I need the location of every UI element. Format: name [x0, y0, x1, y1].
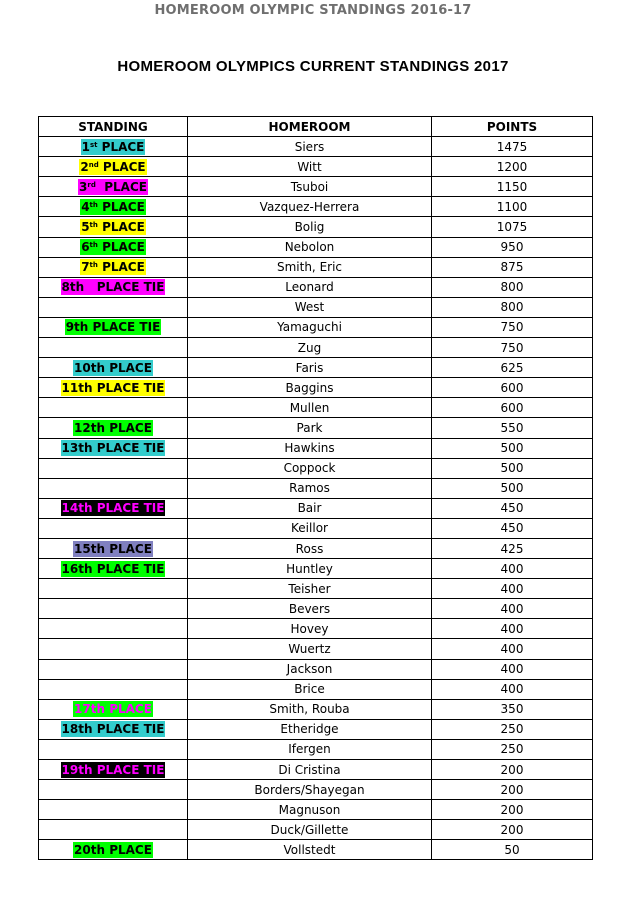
ordinal-suffix: nd [88, 160, 99, 169]
homeroom-cell: Duck/Gillette [188, 820, 432, 840]
standing-badge [78, 179, 148, 195]
homeroom-cell: Keillor [188, 518, 432, 538]
points-cell: 200 [432, 780, 593, 800]
points-cell: 250 [432, 739, 593, 759]
table-row [39, 277, 593, 297]
standing-badge [73, 420, 153, 436]
standing-cell [39, 719, 188, 739]
standing-cell [39, 659, 188, 679]
standing-cell [39, 820, 188, 840]
table-row [39, 217, 593, 237]
points-cell: 950 [432, 237, 593, 257]
homeroom-cell: Wuertz [188, 639, 432, 659]
homeroom-cell: Teisher [188, 579, 432, 599]
standing-cell [39, 358, 188, 378]
points-cell: 450 [432, 498, 593, 518]
homeroom-cell: Zug [188, 338, 432, 358]
standing-number: 19th PLACE TIE [61, 762, 165, 777]
homeroom-cell: Jackson [188, 659, 432, 679]
place-label: PLACE [97, 199, 145, 214]
table-row [39, 478, 593, 498]
homeroom-cell: Baggins [188, 378, 432, 398]
homeroom-cell: Ramos [188, 478, 432, 498]
points-cell: 425 [432, 538, 593, 558]
points-cell: 600 [432, 398, 593, 418]
standing-badge [80, 239, 146, 255]
table-row [39, 358, 593, 378]
table-row [39, 780, 593, 800]
column-header-standing: STANDING [39, 117, 188, 137]
page-title: HOMEROOM OLYMPICS CURRENT STANDINGS 2017 [117, 58, 509, 75]
homeroom-cell: Nebolon [188, 237, 432, 257]
homeroom-cell: Coppock [188, 458, 432, 478]
table-row [39, 317, 593, 337]
homeroom-cell: Etheridge [188, 719, 432, 739]
standing-cell [39, 418, 188, 438]
standing-cell [39, 338, 188, 358]
table-row [39, 338, 593, 358]
standing-cell [39, 518, 188, 538]
points-cell: 600 [432, 378, 593, 398]
table-row [39, 599, 593, 619]
table-row [39, 639, 593, 659]
ordinal-suffix: th [89, 261, 98, 270]
standing-badge [73, 701, 153, 717]
table-row [39, 719, 593, 739]
homeroom-cell: Magnuson [188, 800, 432, 820]
standing-cell [39, 257, 188, 277]
table-row [39, 739, 593, 759]
points-cell: 1200 [432, 157, 593, 177]
standing-cell [39, 378, 188, 398]
standing-badge [65, 319, 162, 335]
homeroom-cell: Bolig [188, 217, 432, 237]
standing-badge [80, 199, 146, 215]
homeroom-cell: Park [188, 418, 432, 438]
standing-cell [39, 679, 188, 699]
standing-number: 17th PLACE [74, 702, 152, 717]
table-row [39, 679, 593, 699]
homeroom-cell: Leonard [188, 277, 432, 297]
ordinal-suffix: st [89, 140, 98, 149]
standing-cell [39, 538, 188, 558]
points-cell: 350 [432, 699, 593, 719]
standing-badge [61, 561, 166, 577]
homeroom-cell: Mullen [188, 398, 432, 418]
points-cell: 400 [432, 619, 593, 639]
points-cell: 250 [432, 719, 593, 739]
homeroom-cell: Siers [188, 137, 432, 157]
points-cell: 1100 [432, 197, 593, 217]
standing-badge [73, 360, 153, 376]
standing-number: 1 [81, 139, 90, 154]
points-cell: 450 [432, 518, 593, 538]
table-row [39, 177, 593, 197]
standing-number: 11th PLACE TIE [61, 380, 165, 395]
column-header-points: POINTS [432, 117, 593, 137]
standing-badge [61, 380, 166, 396]
standing-number: 15th PLACE [74, 541, 152, 556]
homeroom-cell: Huntley [188, 559, 432, 579]
points-cell: 800 [432, 297, 593, 317]
standing-cell [39, 237, 188, 257]
points-cell: 400 [432, 659, 593, 679]
standing-cell [39, 197, 188, 217]
homeroom-cell: Smith, Rouba [188, 699, 432, 719]
table-row [39, 438, 593, 458]
table-row [39, 197, 593, 217]
standings-rows [39, 137, 593, 860]
homeroom-cell: Vollstedt [188, 840, 432, 860]
points-cell: 50 [432, 840, 593, 860]
standing-number: 8th PLACE TIE [61, 280, 165, 295]
ordinal-suffix: th [89, 221, 98, 230]
points-cell: 750 [432, 338, 593, 358]
standing-cell [39, 780, 188, 800]
standing-cell [39, 619, 188, 639]
standing-badge [61, 721, 166, 737]
standing-number: 7 [81, 260, 90, 275]
points-cell: 1475 [432, 137, 593, 157]
document-header: HOMEROOM OLYMPIC STANDINGS 2016-17 [154, 3, 472, 18]
homeroom-cell: West [188, 297, 432, 317]
standing-badge [79, 159, 146, 175]
standing-cell [39, 599, 188, 619]
points-cell: 750 [432, 317, 593, 337]
points-cell: 500 [432, 458, 593, 478]
points-cell: 500 [432, 478, 593, 498]
standing-cell [39, 739, 188, 759]
standings-table [38, 116, 593, 860]
table-row [39, 840, 593, 860]
standing-cell [39, 478, 188, 498]
homeroom-cell: Bair [188, 498, 432, 518]
table-row [39, 398, 593, 418]
points-cell: 875 [432, 257, 593, 277]
standing-badge [73, 541, 153, 557]
standing-badge [61, 440, 166, 456]
table-row [39, 579, 593, 599]
points-cell: 400 [432, 639, 593, 659]
points-cell: 200 [432, 800, 593, 820]
table-row [39, 699, 593, 719]
standing-number: 3 [79, 179, 88, 194]
points-cell: 1075 [432, 217, 593, 237]
standing-cell [39, 800, 188, 820]
points-cell: 550 [432, 418, 593, 438]
standing-cell [39, 699, 188, 719]
place-label: PLACE [97, 139, 145, 154]
table-row [39, 498, 593, 518]
standing-cell [39, 458, 188, 478]
standing-cell [39, 317, 188, 337]
standing-cell [39, 559, 188, 579]
standing-badge [73, 842, 153, 858]
table-row [39, 418, 593, 438]
standing-cell [39, 579, 188, 599]
ordinal-suffix: rd [87, 180, 96, 189]
standing-number: 4 [81, 199, 90, 214]
table-row [39, 137, 593, 157]
place-label: PLACE [97, 260, 145, 275]
standing-number: 5 [81, 220, 90, 235]
table-row [39, 378, 593, 398]
standing-number: 6 [81, 240, 90, 255]
standing-cell [39, 639, 188, 659]
table-row [39, 257, 593, 277]
standing-cell [39, 438, 188, 458]
points-cell: 625 [432, 358, 593, 378]
standing-number: 13th PLACE TIE [61, 441, 165, 456]
homeroom-cell: Bevers [188, 599, 432, 619]
standing-cell [39, 498, 188, 518]
ordinal-suffix: th [89, 241, 98, 250]
standing-cell [39, 760, 188, 780]
table-row [39, 297, 593, 317]
place-label: PLACE [97, 220, 145, 235]
ordinal-suffix: th [89, 200, 98, 209]
place-label: PLACE [98, 159, 146, 174]
homeroom-cell: Faris [188, 358, 432, 378]
points-cell: 1150 [432, 177, 593, 197]
table-row [39, 559, 593, 579]
table-row [39, 518, 593, 538]
homeroom-cell: Tsuboi [188, 177, 432, 197]
homeroom-cell: Ifergen [188, 739, 432, 759]
homeroom-cell: Vazquez-Herrera [188, 197, 432, 217]
homeroom-cell: Hawkins [188, 438, 432, 458]
standing-badge [80, 219, 146, 235]
homeroom-cell: Hovey [188, 619, 432, 639]
table-row [39, 659, 593, 679]
points-cell: 400 [432, 679, 593, 699]
standing-badge [81, 139, 146, 155]
standing-number: 9th PLACE TIE [65, 320, 161, 335]
table-row [39, 619, 593, 639]
homeroom-cell: Smith, Eric [188, 257, 432, 277]
standing-cell [39, 840, 188, 860]
points-cell: 400 [432, 599, 593, 619]
homeroom-cell: Yamaguchi [188, 317, 432, 337]
column-header-homeroom: HOMEROOM [188, 117, 432, 137]
points-cell: 200 [432, 820, 593, 840]
table-row [39, 237, 593, 257]
standing-cell [39, 217, 188, 237]
homeroom-cell: Di Cristina [188, 760, 432, 780]
homeroom-cell: Witt [188, 157, 432, 177]
standing-cell [39, 297, 188, 317]
standing-number: 14th PLACE TIE [61, 501, 165, 516]
standing-cell [39, 137, 188, 157]
points-cell: 200 [432, 760, 593, 780]
standing-cell [39, 398, 188, 418]
standing-number: 12th PLACE [74, 420, 152, 435]
points-cell: 800 [432, 277, 593, 297]
standing-badge [61, 279, 166, 295]
table-row [39, 760, 593, 780]
standing-badge [80, 259, 146, 275]
place-label: PLACE [97, 240, 145, 255]
standing-badge [61, 762, 166, 778]
points-cell: 400 [432, 559, 593, 579]
table-row [39, 538, 593, 558]
homeroom-cell: Brice [188, 679, 432, 699]
table-row [39, 458, 593, 478]
table-header-row [39, 117, 593, 137]
standing-number: 10th PLACE [74, 360, 152, 375]
standing-number: 20th PLACE [74, 842, 152, 857]
homeroom-cell: Borders/Shayegan [188, 780, 432, 800]
standing-number: 2 [80, 159, 89, 174]
standing-number: 16th PLACE TIE [61, 561, 165, 576]
table-row [39, 800, 593, 820]
place-label: PLACE [95, 179, 147, 194]
standing-cell [39, 277, 188, 297]
points-cell: 400 [432, 579, 593, 599]
standing-number: 18th PLACE TIE [61, 722, 165, 737]
table-row [39, 820, 593, 840]
standing-cell [39, 177, 188, 197]
homeroom-cell: Ross [188, 538, 432, 558]
standing-cell [39, 157, 188, 177]
standing-badge [61, 500, 166, 516]
points-cell: 500 [432, 438, 593, 458]
table-row [39, 157, 593, 177]
